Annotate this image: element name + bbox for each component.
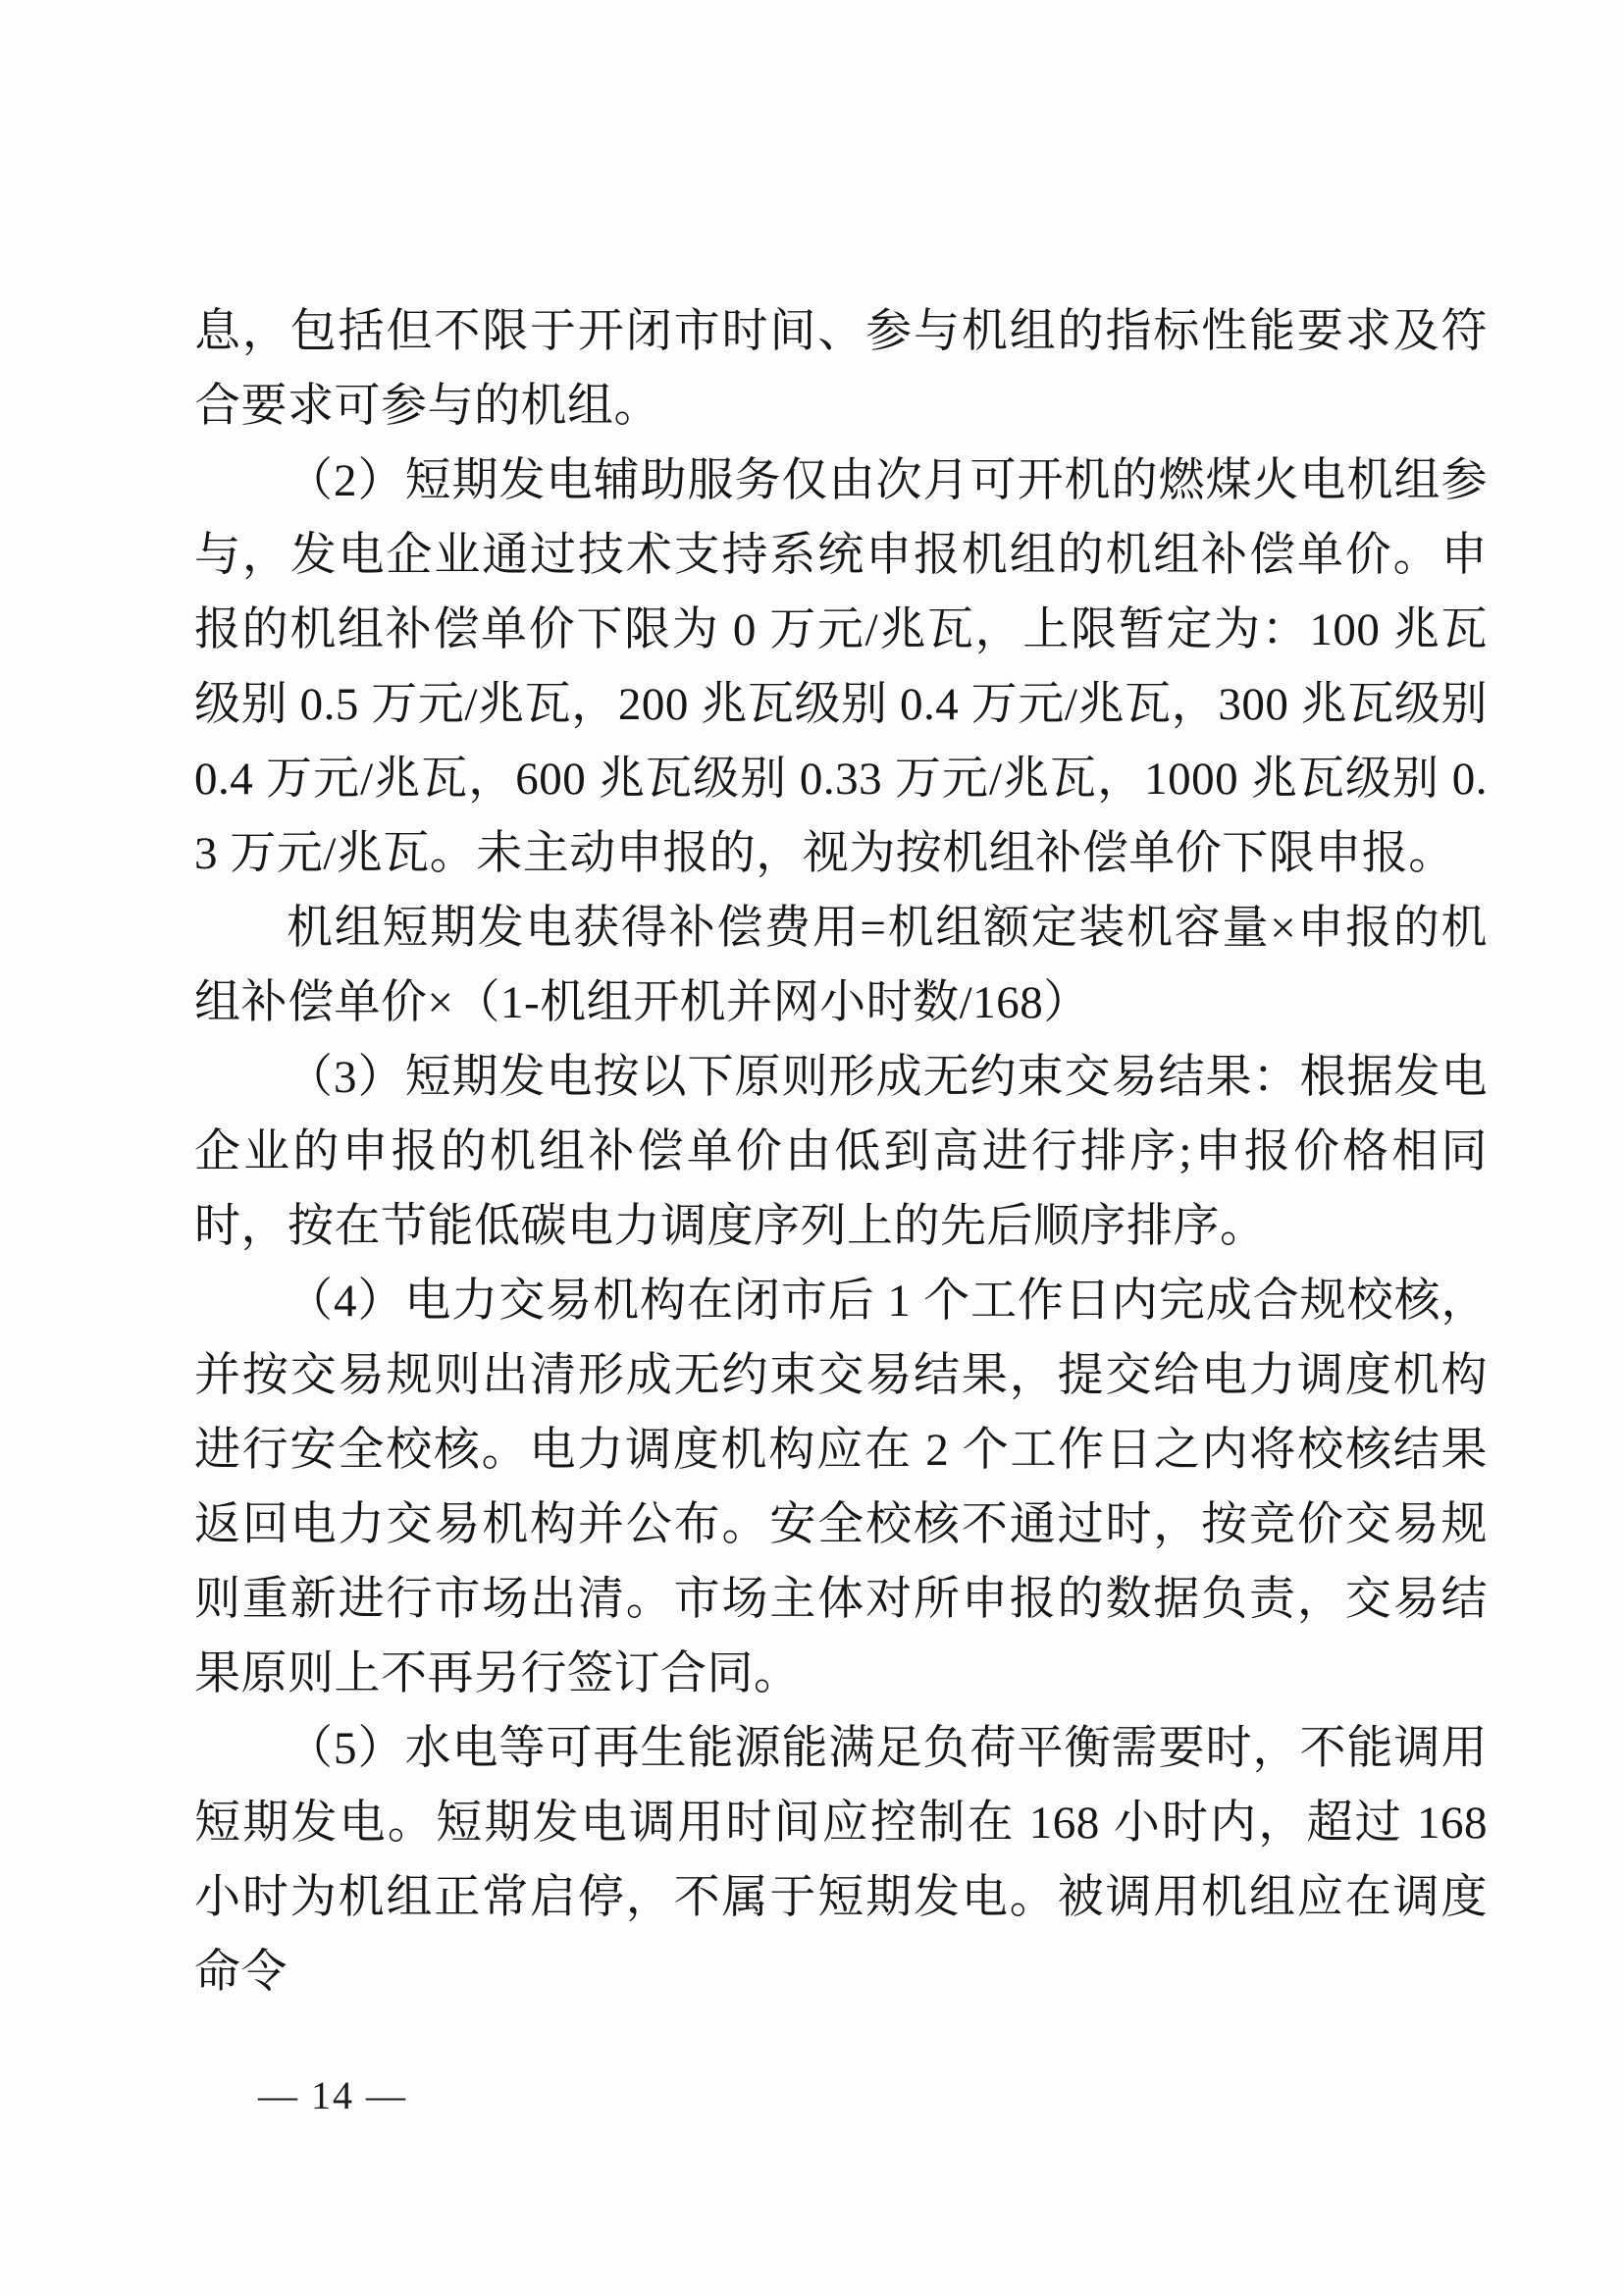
- paragraph-item-4: （4）电力交易机构在闭市后 1 个工作日内完成合规校核，并按交易规则出清形成无约束交易结果，提交给电力调度机构进行安全校核。电力调度机构应在 2 个工作日之内将校核结果返回电力交易机构并公布。安全校核不通过时，按竞价交易规则重新进行市场出清。市场主体对所申报的数据负责，交易结果原则上不再另行签订合同。: [194, 1276, 1488, 1699]
- document-body: [194, 294, 1488, 2009]
- paragraph-item-5: （5）水电等可再生能源能满足负荷平衡需要时，不能调用短期发电。短期发电调用时间应控制在 168 小时内，超过 168 小时为机组正常启停，不属于短期发电。被调用机组应在调度命令: [194, 1723, 1488, 1998]
- page-number: — 14 —: [258, 2073, 407, 2117]
- paragraph-continuation: 息，包括但不限于开闭市时间、参与机组的指标性能要求及符合要求可参与的机组。: [194, 306, 1488, 432]
- paragraph-item-3: （3）短期发电按以下原则形成无约束交易结果：根据发电企业的申报的机组补偿单价由低到高进行排序;申报价格相同时，按在节能低碳电力调度序列上的先后顺序排序。: [194, 1052, 1488, 1252]
- paragraph-item-2: （2）短期发电辅助服务仅由次月可开机的燃煤火电机组参与，发电企业通过技术支持系统申报机组的机组补偿单价。申报的机组补偿单价下限为 0 万元/兆瓦，上限暂定为：100 兆瓦级别 0.5 万元/兆瓦，200 兆瓦级别 0.4 万元/兆瓦，300 兆瓦级别 0.4 万元/兆瓦，600 兆瓦级别 0.33 万元/兆瓦，1000 兆瓦级别 0.3 万元/兆瓦。未主动申报的，视为按机组补偿单价下限申报。: [194, 455, 1488, 879]
- paragraph-formula: 机组短期发电获得补偿费用=机组额定装机容量×申报的机组补偿单价×（1-机组开机并网小时数/168）: [194, 903, 1488, 1028]
